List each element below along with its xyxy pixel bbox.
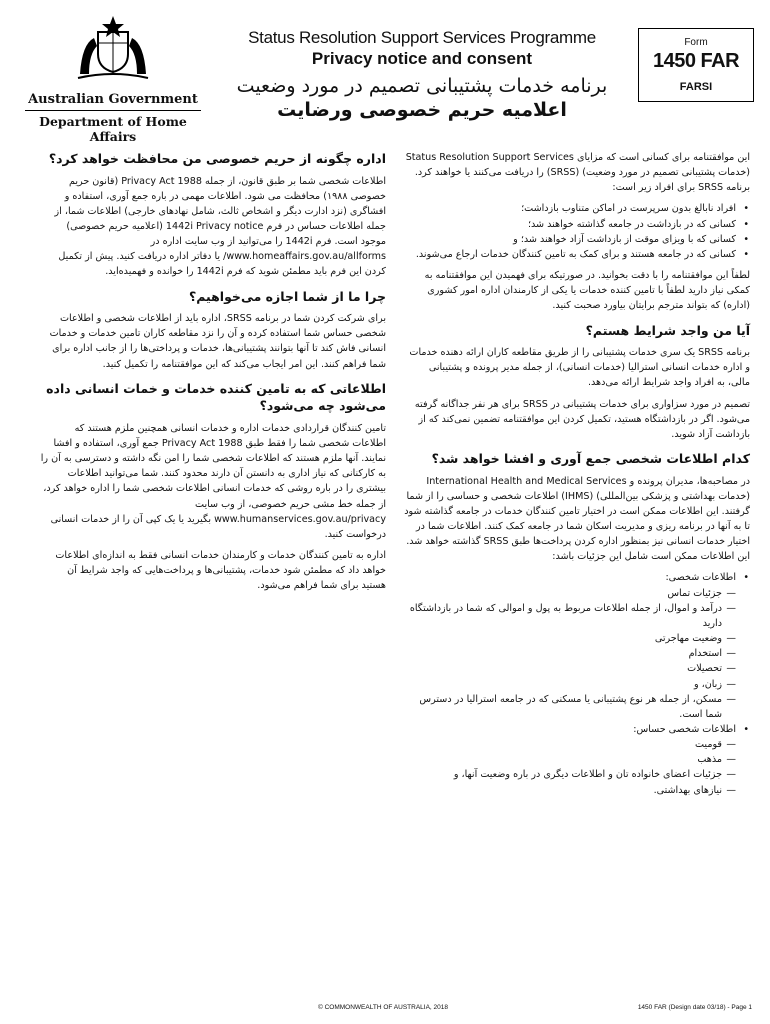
- info-given-heading: اطلاعاتی که به تامین کننده خدمات و خمات انسانی داده می‌شود چه می‌شود؟: [46, 380, 386, 414]
- right-column: [404, 150, 750, 804]
- eligibility-heading: آیا من واجد شرایط هستم؟: [585, 322, 750, 338]
- why-consent-paragraph: برای شرکت کردن شما در برنامه SRSS، اداره باید از اطلاعات شخصی و اطلاعات شخصی حساس شما استفاده کرده و آن را نزد مقاطعه کاران تامین خدمات و خدمات انسانی فاش کند تا آنها بتوانند پشتیبانی‌ها، خدمات و پرداختی‌ها را از جانب اداره برای شما فراهم کنند. این امر ایجاب می‌کند که این موافقتنامه را تکمیل کنید.: [49, 313, 386, 370]
- list-item: • کسانی که با ویزای موقت از بازداشت آزاد خواهند شد؛ و: [404, 232, 736, 247]
- list-item: • افراد نابالغ بدون سرپرست در اماکن متناوب بازداشت؛: [404, 201, 736, 216]
- government-logo: [18, 14, 208, 144]
- list-item: — استخدام: [404, 646, 736, 661]
- info-given-paragraph-2: اداره به تامین کنندگان خدمات و کارمندان خدمات انسانی فقط به اندازه‌ای اطلاعات خواهد داد که مطمئن شود خدمات، پشتیبانی‌ها و پرداخت‌هایی که واجد شرایط آن هستید برای شما فراهم می‌شود.: [55, 549, 386, 592]
- subtitle-fa: اعلامیه حریم خصوصی ورضایت: [277, 99, 567, 121]
- subtitle-en: Privacy notice and consent: [311, 49, 533, 68]
- list-item: — تحصیلات: [404, 661, 736, 676]
- title-en: Status Resolution Support Services Programme: [248, 28, 596, 47]
- logo-divider: [25, 110, 201, 111]
- page-footer: 1450 FAR (Design date 03/18) - Page 1: [637, 1004, 752, 1011]
- why-consent-heading: چرا ما از شما اجازه می‌خواهیم؟: [188, 288, 386, 304]
- read-carefully-paragraph: لطفاً این موافقتنامه را با دقت بخوانید. در صورتیکه برای فهمیدن این موافقتنامه به کمکی نیاز دارید لطفاً با تامین کننده خدمات یا یکی از کارمندان اداره امور کشوری (اداره) که بتواند مترجم برایتان بیاورد صحبت کنید.: [424, 270, 750, 312]
- sensitive-info-label: • اطلاعات شخصی حساس:: [404, 722, 736, 737]
- copyright-footer: © COMMONWEALTH OF AUSTRALIA, 2018: [318, 1004, 448, 1011]
- list-item: — درآمد و اموال، از جمله اطلاعات مربوط به پول و اموالی که شما در بازداشتگاه دارید: [404, 601, 736, 631]
- privacy-protection-paragraph: اطلاعات شخصی شما بر طبق قانون، از جمله Privacy Act 1988 (قانون حریم خصوصی ۱۹۸۸) محافظت می شود. اطلاعات مهمی در باره جمع آوری، استفاده و افشاگری (نزد ادارت دیگر و اشخاص ثالث، شامل نهادهای خارجی) اطلاعات شما، از جمله اطلاعات حساس در فرم 1442i Privacy notice (اعلامیه حریم خصوصی) موجود است. فرم 1442i را می‌توانید از وب سایت اداره در www.homeaffairs.gov.au/allforms/ یا دفاتر اداره دریافت کنید. پیش از تکمیل کردن این فرم باید مطمئن شوید که فرم 1442i را خوانده و فهمیده‌اید.: [54, 175, 386, 278]
- form-label: Form: [684, 37, 708, 48]
- form-number: 1450 FAR: [652, 50, 740, 72]
- left-column: [40, 150, 386, 599]
- list-item: — جزئیات تماس: [404, 586, 736, 601]
- list-item: — جزئیات اعضای خانواده تان و اطلاعات دیگری در باره وضعیت آنها، و: [404, 767, 736, 782]
- privacy-protection-heading: اداره چگونه از حریم خصوصی من محافظت خواهد کرد؟: [48, 151, 386, 166]
- info-categories-list: [404, 570, 750, 797]
- list-item: • کسانی که در جامعه هستند و برای کمک به تامین کنندگان خدمات ارجاع می‌شوند.: [404, 247, 736, 262]
- list-item: — نیازهای بهداشتی.: [404, 783, 736, 798]
- personal-info-label: • اطلاعات شخصی:: [404, 570, 736, 585]
- government-name: Australian Government: [28, 92, 198, 107]
- form-id-box: [638, 28, 754, 102]
- list-item: — قومیت: [404, 737, 736, 752]
- department-name: Department of Home Affairs: [39, 114, 187, 144]
- list-item: • کسانی که در بازداشت در جامعه گذاشته خواهند شد؛: [404, 217, 736, 232]
- collected-info-paragraph: در مصاحبه‌ها، مدیران پرونده و International Health and Medical Services (خدمات بهداشتی و پزشکی بین‌المللی) (IHMS) اطلاعات شخصی و حساسی را از شما گرفتند. این اطلاعات ممکن است در اختیار تامین کنندگان خدمات در جامعه گذاشته شود تا به آنها در برنامه ریزی و مدیریت اسکان شما در جامعه کمک کنند. اطلاعات شما در اختیار خدمات انسانی نیز بمنظور اداره کردن پرداخت‌ها طبق SRSS گذاشته خواهد شد. این اطلاعات ممکن است شامل این جزئیات باشد:: [404, 475, 750, 563]
- list-item: — مسکن، از جمله هر نوع پشتیبانی یا مسکنی که در جامعه استرالیا در دسترس شما است.: [404, 692, 736, 722]
- form-language: FARSI: [679, 81, 713, 93]
- eligibility-paragraph-1: برنامه SRSS یک سری خدمات پشتیبانی را از طریق مقاطعه کاران ارائه دهنده خدمات و اداره خدمات انسانی استرالیا (خدمات انسانی)، از جمله مدیر پرونده و پشتیبانی مالی، به افراد واجد شرایط ارائه می‌دهد.: [409, 347, 750, 389]
- coat-of-arms-icon: [74, 14, 152, 84]
- list-item: — زبان، و: [404, 677, 736, 692]
- collected-info-heading: کدام اطلاعات شخصی جمع آوری و افشا خواهد شد؟: [431, 451, 750, 466]
- intro-paragraph: این موافقتنامه برای کسانی است که مزایای Status Resolution Support Services (خدمات پشتیبانی تصمیم در مورد وضعیت) (SRSS) را دریافت می‌کنند یا خواهند کرد. برنامه SRSS برای افراد زیر است:: [405, 152, 750, 194]
- info-given-paragraph-1: تامین کنندگان قراردادی خدمات اداره و خدمات انسانی همچنین ملزم هستند که اطلاعات شخصی شما را فقط طبق Privacy Act 1988 جمع آوری، استفاده و افشا نمایند. آنها ملزم هستند که اطلاعات شخصی شما را امن نگه داشته و دسترسی به آن را به کارکنانی که نیاز اداری به دانستن آن دارند محدود کنند. شما می‌توانید اطلاعات بیشتری را در باره روشی که خدمات انسانی اطلاعات شخصی شما را اداره خواهد کرد، از جمله خط مشی حریم خصوصی، از وب سایت www.humanservices.gov.au/privacy بگیرید یا یک کپی آن را از خدمات انسانی درخواست کنید.: [40, 422, 386, 540]
- title-block: [212, 28, 632, 121]
- list-item: — وضعیت مهاجرتی: [404, 631, 736, 646]
- eligibility-paragraph-2: تصمیم در مورد سزاواری برای خدمات پشتیبانی در SRSS برای هر نفر جداگانه گرفته می‌شود. اگر در بازداشتگاه هستید، تکمیل کردن این موافقتنامه تضمین نمی‌کند که از بازداشت آزاد شوید.: [414, 398, 750, 440]
- title-fa: برنامه خدمات پشتیبانی تصمیم در مورد وضعیت: [236, 75, 608, 97]
- eligible-groups-list: [404, 201, 750, 262]
- list-item: — مذهب: [404, 752, 736, 767]
- page-header: [0, 0, 770, 144]
